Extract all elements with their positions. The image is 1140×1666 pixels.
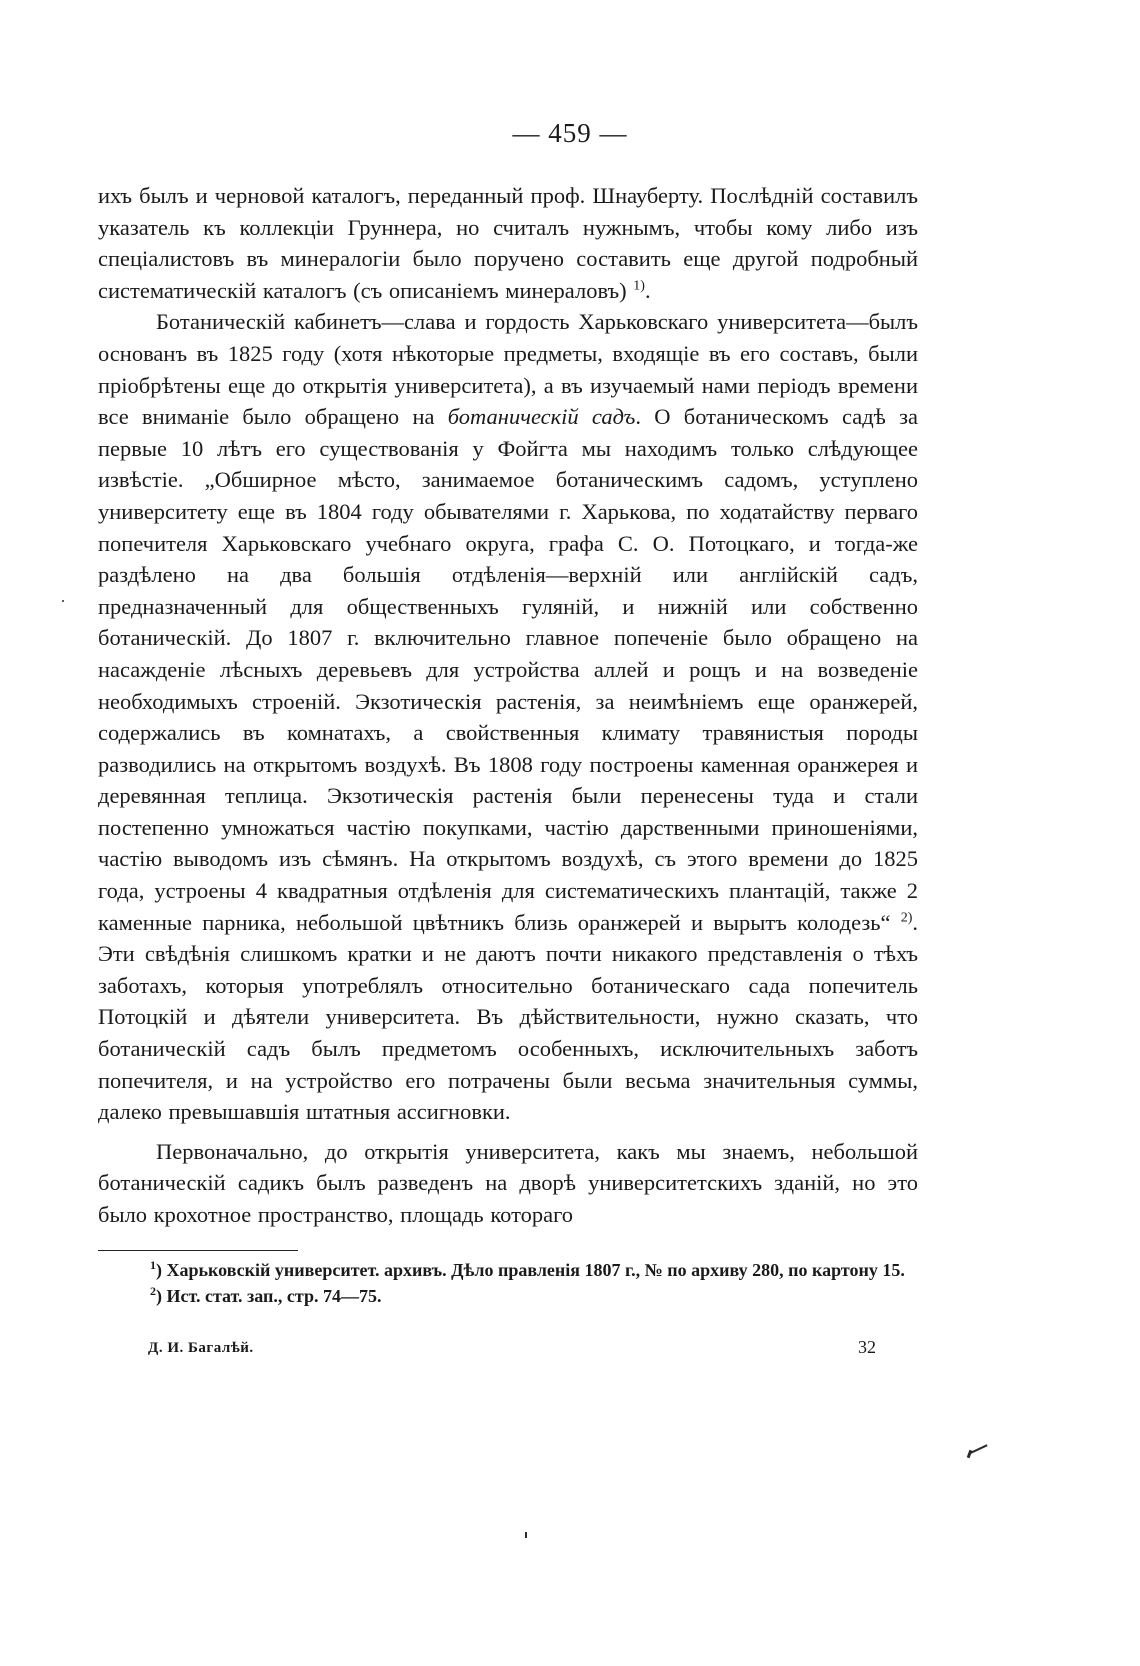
footnote-2 <box>98 1283 918 1309</box>
paragraph-2-text-c: . Эти свѣдѣнія слишкомъ кратки и не даютъ почти никакого представленія о тѣхъ заботахъ, которыя употреблялъ относительно ботаническаго сада попечитель Потоцкій и дѣятели университета. Въ дѣйствительности, нужно сказать, что ботаническій садъ былъ предметомъ особенныхъ, исключительныхъ заботъ попечителя, и на устройство его потрачены были весьма значительныя суммы, далеко превышавшія штатныя ассигновки. <box>98 909 919 1125</box>
scan-speck <box>525 1532 527 1538</box>
footnote-ref-1[interactable]: 1) <box>633 278 645 294</box>
paragraph-2-text-b: . О ботаническомъ садѣ за первые 10 лѣтъ его существованія у Фойгта мы находимъ только слѣдующее извѣстіе. „Обширное мѣсто, занимаемое ботаническимъ садомъ, уступлено университету еще въ 1804 году обывателями г. Харькова, по ходатайству перваго попечителя Харьковскаго учебнаго округа, графа С. О. Потоцкаго, и тогда-же раздѣлено на два большія отдѣленія—верхній или англійскій садъ, предназначенный для общественныхъ гуляній, и нижній или собственно ботаническій. До 1807 г. включительно главное попеченіе было обращено на насажденіе лѣсныхъ деревьевъ для устройства аллей и рощъ и на возведеніе необходимыхъ строеній. Экзотическія растенія, за неимѣніемъ еще оранжерей, содержались въ комнатахъ, а свойственныя климату травянистыя породы разводились на открытомъ воздухѣ. Въ 1808 году построены каменная оранжерея и деревянная теплица. Экзотическія растенія были перенесены туда и стали постепенно умножаться частію покупками, частію дарственными приношеніями, частію выводомъ изъ сѣмянъ. На открытомъ воздухѣ, съ этого времени до 1825 года, устроены 4 квадратныя отдѣленія для систематическихъ плантацій, также 2 каменные парника, небольшой цвѣтникъ близь оранжерей и вырытъ колодезь“ <box>98 404 919 935</box>
footnote-1-number: 1 <box>150 1258 156 1272</box>
footnote-1-text: ) Харьковскій университет. архивъ. Дѣло правленія 1807 г., № по архиву 280, по картону 15. <box>156 1260 905 1280</box>
paragraph-2 <box>98 306 918 1127</box>
main-text <box>98 180 918 1231</box>
footnote-2-number: 2 <box>150 1284 156 1298</box>
scan-speck <box>62 600 64 602</box>
signature-mark: Д. И. Багалѣй. <box>148 1340 254 1356</box>
scan-speck <box>970 1444 987 1453</box>
footnote-divider <box>98 1250 298 1251</box>
footnotes <box>98 1257 918 1309</box>
paragraph-1 <box>98 180 918 306</box>
scan-speck <box>967 1450 973 1459</box>
footnote-1 <box>98 1257 918 1283</box>
paragraph-1-end: . <box>644 277 651 303</box>
footnote-2-text: ) Ист. стат. зап., стр. 74—75. <box>156 1286 382 1306</box>
footnote-ref-2[interactable]: 2) <box>900 910 913 926</box>
italic-term: ботаническій садъ <box>447 404 636 430</box>
page-number: — 459 — <box>512 118 628 148</box>
paragraph-3-text: Первоначально, до открытія университета, какъ мы знаемъ, небольшой ботаническій садикъ былъ разведенъ на дворѣ университетскихъ зданій, но это было крохотное пространство, площадь котораго <box>98 1138 918 1227</box>
paragraph-3 <box>98 1136 918 1231</box>
paragraph-2-text-a: Ботаническій кабинетъ—слава и гордость Харьковскаго университета—былъ основанъ въ 1825 году (хотя нѣкоторые предметы, входящіе въ его составъ, были пріобрѣтены еще до открытія университета), а въ изучаемый нами періодъ времени все вниманіе было обращено на <box>98 309 918 430</box>
sheet-number: 32 <box>858 1337 876 1357</box>
paragraph-1-text: ихъ былъ и черновой каталогъ, переданный проф. Шнауберту. Послѣдній составилъ указатель къ коллекціи Груннера, но считалъ нужнымъ, чтобы кому либо изъ спеціалистовъ въ минералогіи было поручено составить еще другой подробный систематическій каталогъ (съ описаніемъ минераловъ) <box>98 183 918 303</box>
